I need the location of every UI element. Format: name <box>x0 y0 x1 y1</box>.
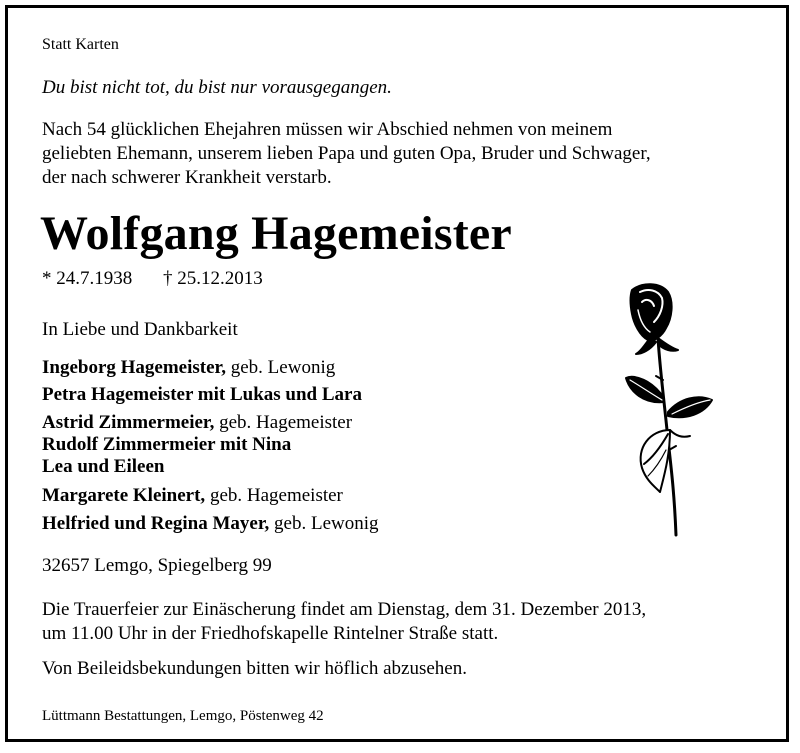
intro-line-3: der nach schwerer Krankheit verstarb. <box>42 167 332 188</box>
deceased-name: Wolfgang Hagemeister <box>40 207 512 260</box>
intro-line-1: Nach 54 glücklichen Ehejahren müssen wir Abschied nehmen von meinem <box>42 119 613 140</box>
mourner-line <box>42 383 362 407</box>
intro-line-2: geliebten Ehemann, unserem lieben Papa und guten Opa, Bruder und Schwager, <box>42 143 651 164</box>
birth-date: * 24.7.1938 <box>42 268 133 289</box>
mourner-name: Astrid Zimmermeier, <box>42 412 215 433</box>
ceremony-line-1: Die Trauerfeier zur Einäscherung findet am Dienstag, dem 31. Dezember 2013, <box>42 599 647 620</box>
footer-undertaker: Lüttmann Bestattungen, Lemgo, Pöstenweg 42 <box>42 708 324 724</box>
mourner-line <box>42 484 343 508</box>
address: 32657 Lemgo, Spiegelberg 99 <box>42 555 272 576</box>
death-date: † 25.12.2013 <box>163 268 263 289</box>
mourner-line <box>42 455 164 479</box>
mourner-line <box>42 433 291 457</box>
mourner-name: Ingeborg Hagemeister, <box>42 357 226 378</box>
mourner-line <box>42 411 352 435</box>
motto-quote: Du bist nicht tot, du bist nur vorausgegangen. <box>42 77 392 98</box>
mourner-note: geb. Lewonig <box>274 513 379 534</box>
mourner-note: geb. Lewonig <box>230 357 336 378</box>
statt-karten-label: Statt Karten <box>42 36 119 53</box>
mourner-line <box>42 356 335 380</box>
ceremony-line-2: um 11.00 Uhr in der Friedhofskapelle Rintelner Straße statt. <box>42 623 499 644</box>
mourner-name: Margarete Kleinert, <box>42 485 206 506</box>
mourner-name: Rudolf Zimmermeier mit Nina <box>42 434 292 455</box>
mourner-name: Helfried und Regina Mayer, <box>42 513 270 534</box>
mourner-note: geb. Hagemeister <box>219 412 353 433</box>
mourner-line <box>42 512 379 536</box>
mourner-note: geb. Hagemeister <box>209 485 343 506</box>
condolence-note: Von Beileidsbekundungen bitten wir höflich abzusehen. <box>42 658 467 679</box>
rose-icon <box>612 280 724 542</box>
mourner-name: Lea und Eileen <box>42 456 165 477</box>
mourners-intro: In Liebe und Dankbarkeit <box>42 319 238 340</box>
mourner-name: Petra Hagemeister mit Lukas und Lara <box>42 384 362 405</box>
